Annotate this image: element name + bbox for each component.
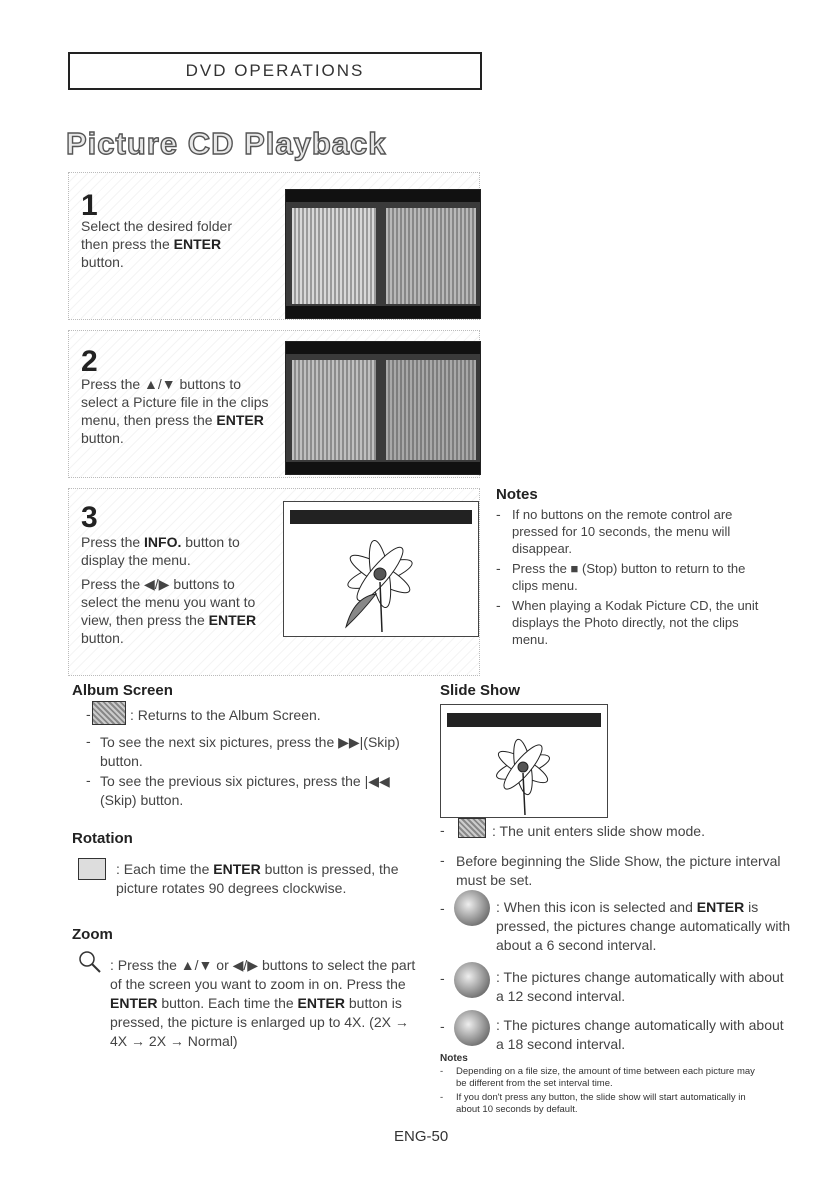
step-2-text: Press the ▲/▼ buttons to select a Picture file in the clips menu, then press the ENTER button.: [81, 376, 269, 446]
step-2-panel: [68, 330, 480, 478]
step-2-screenshot: [285, 341, 481, 475]
album-item-1: : Returns to the Album Screen.: [130, 707, 321, 723]
notes-top-bullet-2: -: [496, 560, 501, 576]
step-1-panel: [68, 172, 480, 320]
section-header: DVD OPERATIONS: [68, 52, 482, 90]
notes-bottom-title: Notes: [440, 1053, 468, 1064]
slideshow-item-5: : The pictures change automatically with about a 18 second interval.: [496, 1017, 784, 1052]
zoom-title: Zoom: [72, 926, 113, 943]
slideshow-item-4: : The pictures change automatically with about a 12 second interval.: [496, 969, 784, 1004]
slideshow-item-3: : When this icon is selected and ENTER is pressed, the pictures change automatically with about a 6 second interval.: [496, 899, 791, 953]
notes-bottom-item-1: Depending on a file size, the amount of time between each picture may be different from the set interval time.: [456, 1066, 755, 1089]
notes-top-title: Notes: [496, 486, 538, 503]
slideshow-bullet-2: -: [440, 852, 445, 868]
slideshow-title: Slide Show: [440, 682, 521, 699]
interval-6s-icon: [454, 890, 490, 926]
zoom-icon: [78, 950, 102, 974]
step-2-number: 2: [81, 345, 98, 378]
step-3-screenshot: [283, 501, 479, 637]
notes-bottom-item-2: If you don't press any button, the slide show will start automatically in about 10 seconds by default.: [456, 1092, 746, 1115]
slideshow-flower-image: [441, 705, 608, 818]
interval-18s-icon: [454, 1010, 490, 1046]
zoom-text: : Press the ▲/▼ or ◀/▶ buttons to select the part of the screen you want to zoom in on. Press the ENTER button. Each time the ENTER button is pressed, the picture is enlarged up to 4X. (2X → 4X → 2X → Normal): [110, 957, 416, 1049]
notes-top-bullet-1: -: [496, 506, 501, 522]
slideshow-bullet-4: -: [440, 970, 445, 986]
step-1-screenshot: [285, 189, 481, 319]
slideshow-item-2: Before beginning the Slide Show, the picture interval must be set.: [456, 853, 781, 888]
notes-top-bullet-3: -: [496, 597, 501, 613]
slideshow-bullet-5: -: [440, 1018, 445, 1034]
page-number: ENG-50: [394, 1128, 449, 1145]
album-item-2: To see the next six pictures, press the ▶▶|(Skip) button.: [100, 734, 400, 769]
album-bullet-2: -: [86, 733, 91, 749]
rotate-icon: [78, 858, 106, 880]
album-title: Album Screen: [72, 682, 173, 699]
slideshow-mode-icon: [458, 818, 486, 838]
step-3-text-2: Press the ◀/▶ buttons to select the menu you want to view, then press the ENTER button.: [81, 576, 257, 646]
step-3-number: 3: [81, 501, 98, 534]
album-screen-icon: [92, 701, 126, 725]
slideshow-screenshot: [440, 704, 608, 818]
album-item-3: To see the previous six pictures, press the |◀◀ (Skip) button.: [100, 773, 390, 808]
step-1-text: Select the desired folder then press the ENTER button.: [81, 218, 232, 270]
step-3-panel: [68, 488, 480, 676]
rotation-text: : Each time the ENTER button is pressed, the picture rotates 90 degrees clockwise.: [116, 861, 399, 896]
notes-top-item-2: Press the ■ (Stop) button to return to the clips menu.: [512, 561, 746, 593]
slideshow-bullet-3: -: [440, 900, 445, 916]
slideshow-bullet-1: -: [440, 822, 445, 838]
notes-top-item-3: When playing a Kodak Picture CD, the unit displays the Photo directly, not the clips menu.: [512, 598, 759, 647]
notes-bottom-bullet-1: -: [440, 1066, 444, 1077]
album-bullet-1: -: [86, 706, 91, 722]
step-3-text-1: Press the INFO. button to display the menu.: [81, 534, 240, 568]
notes-top-item-1: If no buttons on the remote control are pressed for 10 seconds, the menu will disappear.: [512, 507, 733, 556]
notes-bottom-bullet-2: -: [440, 1092, 444, 1103]
slideshow-item-1: : The unit enters slide show mode.: [492, 823, 705, 839]
step-1-number: 1: [81, 189, 98, 222]
rotation-title: Rotation: [72, 830, 133, 847]
interval-12s-icon: [454, 962, 490, 998]
flower-image: [284, 502, 479, 637]
album-bullet-3: -: [86, 772, 91, 788]
page-title: Picture CD Playback: [66, 126, 387, 161]
